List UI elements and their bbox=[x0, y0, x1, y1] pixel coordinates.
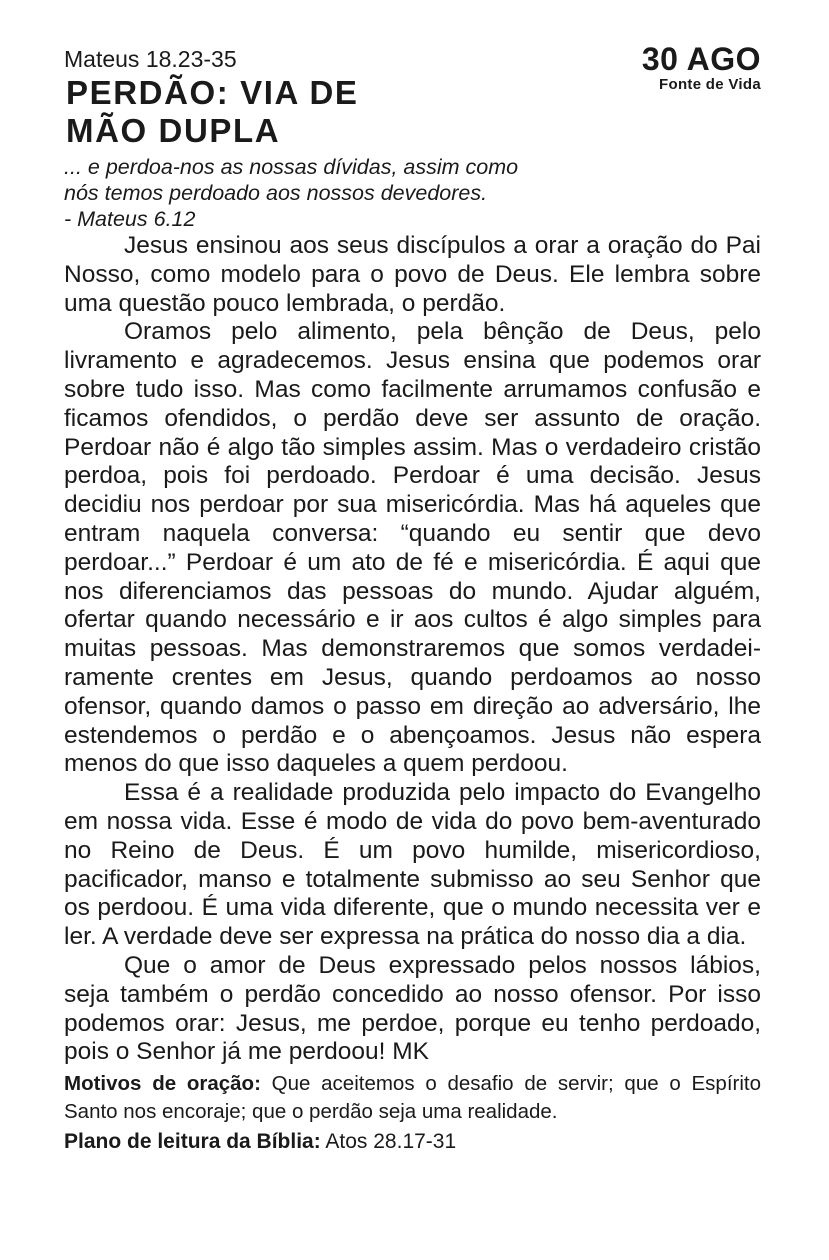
reading-plan-label: Plano de leitura da Bíblia: bbox=[64, 1130, 321, 1154]
body-paragraph-4: Que o amor de Deus expressado pelos nossos lábios, seja também o perdão concedido ao nosso ofensor. Por isso podemos orar: Jesus, me perdoe, porque eu tenho perdoado, pois o Senhor já me perdoou! MK bbox=[64, 951, 761, 1066]
devotional-date: 30 AGO bbox=[641, 41, 761, 77]
epigraph-quote bbox=[64, 154, 761, 232]
reading-plan-text: Atos 28.17-31 bbox=[320, 1130, 457, 1154]
devotional-header bbox=[64, 42, 761, 150]
epigraph-line-2: nós temos perdoado aos nossos devedores. bbox=[64, 181, 488, 205]
body-paragraph-1: Jesus ensinou aos seus discípulos a orar a oração do Pai Nosso, como modelo para o povo de Deus. Ele lembra sobre uma questão pouco lembrada, o perdão. bbox=[64, 232, 761, 317]
devotional-body bbox=[64, 232, 761, 1067]
epigraph-line-1: ... e perdoa-nos as nossas dívidas, assim como bbox=[64, 155, 519, 179]
scripture-reference: Mateus 18.23-35 bbox=[64, 46, 237, 72]
title-line-2: MÃO DUPLA bbox=[66, 112, 281, 149]
reading-plan bbox=[64, 1128, 761, 1156]
devotional-title bbox=[66, 74, 359, 150]
publication-source: Fonte de Vida bbox=[659, 76, 761, 93]
body-paragraph-2: Oramos pelo alimento, pela bênção de Deus, pelo livramento e agradecemos. Jesus ensina que podemos orar sobre tudo isso. Mas como facilmente arrumamos confusão e ficamos ofendidos, o perdão deve ser assunto de oração. Perdoar não é algo tão simples assim. Mas o verdadeiro cristão perdoa, pois foi perdoado. Perdoar é uma decisão. Jesus decidiu nos perdoar por sua misericórdia. Mas há aqueles que entram naquela conversa: “quando eu sentir que devo perdoar...” Perdoar é um ato de fé e misericórdia. É aqui que nos diferenciamos das pessoas do mundo. Ajudar alguém, ofertar quando necessário e ir aos cultos é algo simples para muitas pessoas. Mas demonstraremos que somos verdadei-ramente crentes em Jesus, quando perdoamos ao nosso ofensor, quando damos o passo em direção ao adversário, lhe estendemos o perdão e o abençoamos. Jesus não espera menos do que isso daqueles a quem perdoou. bbox=[64, 318, 761, 778]
prayer-text: Que aceitemos o desafio de servir; que o Espírito Santo nos encoraje; que o perdão seja uma realidade. bbox=[64, 1072, 762, 1124]
devotional-page bbox=[64, 42, 761, 1156]
title-line-1: PERDÃO: VIA DE bbox=[66, 74, 359, 111]
body-paragraph-3: Essa é a realidade produzida pelo impacto do Evangelho em nossa vida. Esse é modo de vida do povo bem-aventurado no Reino de Deus. É um povo humilde, misericordioso, pacificador, manso e totalmente submisso ao seu Senhor que os perdoou. É uma vida diferente, que o mundo necessita ver e ler. A verdade deve ser expressa na prática do nosso dia a dia. bbox=[64, 779, 761, 951]
prayer-label: Motivos de oração: bbox=[64, 1072, 261, 1096]
epigraph-citation: - Mateus 6.12 bbox=[64, 207, 196, 231]
prayer-points bbox=[64, 1070, 761, 1126]
